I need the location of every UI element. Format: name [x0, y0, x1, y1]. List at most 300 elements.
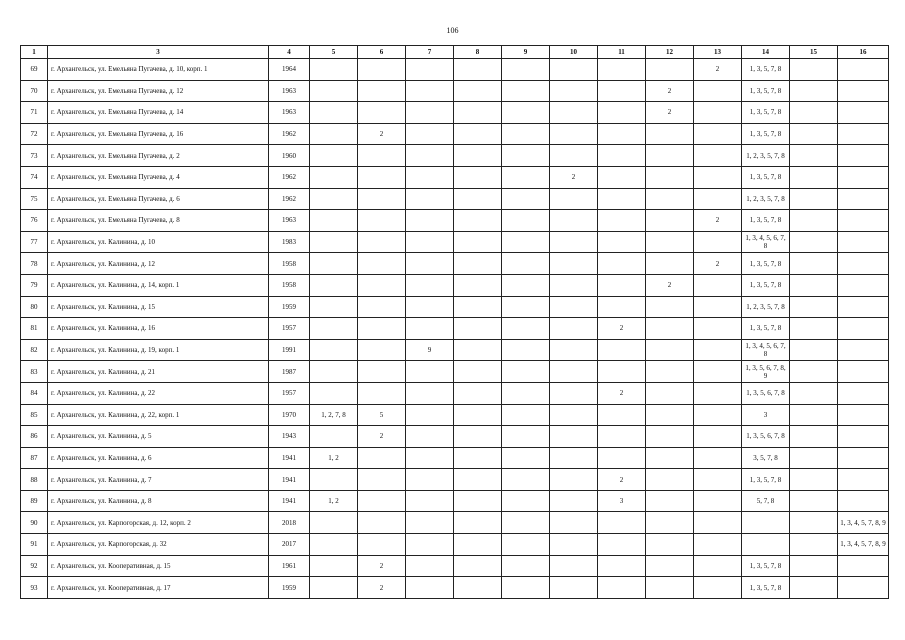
table-row: [21, 59, 889, 81]
data-cell: [790, 102, 838, 124]
data-cell: 1, 3, 5, 7, 8: [742, 166, 790, 188]
data-cell: [454, 166, 502, 188]
data-cell: [406, 102, 454, 124]
data-cell: [406, 210, 454, 232]
data-cell: 1, 3, 5, 7, 8: [742, 577, 790, 599]
address-cell: г. Архангельск, ул. Калинина, д. 6: [48, 447, 269, 469]
address-cell: г. Архангельск, ул. Емельяна Пугачева, д. 2: [48, 145, 269, 167]
data-cell: [598, 166, 646, 188]
data-cell: 1, 2: [310, 490, 358, 512]
data-cell: [838, 166, 889, 188]
data-cell: [742, 512, 790, 534]
data-cell: [502, 447, 550, 469]
data-cell: [502, 555, 550, 577]
year-cell: 1941: [269, 447, 310, 469]
data-cell: [838, 102, 889, 124]
row-number-cell: 91: [21, 534, 48, 556]
data-cell: 1, 3, 5, 7, 8: [742, 318, 790, 340]
data-cell: [694, 123, 742, 145]
data-cell: [502, 274, 550, 296]
data-cell: [694, 231, 742, 253]
row-number-cell: 93: [21, 577, 48, 599]
table-row: [21, 490, 889, 512]
address-cell: г. Архангельск, ул. Емельяна Пугачева, д. 8: [48, 210, 269, 232]
row-number-cell: 75: [21, 188, 48, 210]
table-row: [21, 145, 889, 167]
table-row: [21, 318, 889, 340]
address-cell: г. Архангельск, ул. Калинина, д. 15: [48, 296, 269, 318]
data-cell: [358, 382, 406, 404]
data-cell: 1, 3, 5, 7, 8: [742, 210, 790, 232]
year-cell: 1987: [269, 361, 310, 383]
data-cell: [406, 555, 454, 577]
address-cell: г. Архангельск, ул. Емельяна Пугачева, д. 6: [48, 188, 269, 210]
data-cell: [454, 102, 502, 124]
address-cell: г. Архангельск, ул. Калинина, д. 8: [48, 490, 269, 512]
data-cell: [310, 145, 358, 167]
data-cell: [790, 274, 838, 296]
data-cell: [694, 188, 742, 210]
data-cell: [502, 210, 550, 232]
table-row: [21, 231, 889, 253]
data-cell: [598, 404, 646, 426]
table-row: [21, 102, 889, 124]
data-cell: [310, 382, 358, 404]
data-cell: [454, 469, 502, 491]
data-cell: [550, 469, 598, 491]
table-row: [21, 296, 889, 318]
data-cell: [454, 123, 502, 145]
row-number-cell: 69: [21, 59, 48, 81]
data-cell: [358, 274, 406, 296]
data-cell: 1, 2, 7, 8: [310, 404, 358, 426]
year-cell: 1963: [269, 102, 310, 124]
data-cell: 1, 3, 5, 6, 7, 8, 9: [742, 361, 790, 383]
data-cell: 2: [550, 166, 598, 188]
table-row: [21, 534, 889, 556]
year-cell: 1963: [269, 210, 310, 232]
data-cell: [598, 59, 646, 81]
data-cell: 1, 2: [310, 447, 358, 469]
data-cell: 2: [646, 274, 694, 296]
data-cell: [454, 404, 502, 426]
data-cell: [406, 382, 454, 404]
row-number-cell: 79: [21, 274, 48, 296]
data-cell: 2: [694, 59, 742, 81]
data-cell: [310, 274, 358, 296]
data-cell: [838, 253, 889, 275]
data-cell: [646, 145, 694, 167]
data-cell: [790, 80, 838, 102]
data-cell: [790, 59, 838, 81]
data-cell: [598, 534, 646, 556]
data-cell: [454, 296, 502, 318]
year-cell: 1962: [269, 123, 310, 145]
data-cell: 2: [694, 210, 742, 232]
address-cell: г. Архангельск, ул. Карпогорская, д. 12, корп. 2: [48, 512, 269, 534]
data-cell: 1, 3, 4, 5, 7, 8, 9: [838, 512, 889, 534]
data-cell: [646, 555, 694, 577]
data-cell: [790, 555, 838, 577]
data-cell: [406, 166, 454, 188]
data-cell: [502, 59, 550, 81]
data-cell: [694, 469, 742, 491]
data-cell: [598, 296, 646, 318]
data-cell: [694, 318, 742, 340]
data-cell: 5, 7, 8: [742, 490, 790, 512]
year-cell: 1957: [269, 382, 310, 404]
year-cell: 2018: [269, 512, 310, 534]
year-cell: 1961: [269, 555, 310, 577]
data-cell: 2: [358, 426, 406, 448]
address-cell: г. Архангельск, ул. Калинина, д. 12: [48, 253, 269, 275]
data-cell: [646, 296, 694, 318]
data-cell: [838, 339, 889, 361]
data-cell: [790, 426, 838, 448]
table-row: [21, 555, 889, 577]
data-cell: [310, 166, 358, 188]
column-header: 15: [790, 46, 838, 59]
data-cell: [742, 534, 790, 556]
data-cell: [598, 80, 646, 102]
data-cell: [550, 318, 598, 340]
data-cell: [454, 145, 502, 167]
year-cell: 1941: [269, 490, 310, 512]
data-cell: [358, 253, 406, 275]
data-cell: [502, 534, 550, 556]
row-number-cell: 84: [21, 382, 48, 404]
data-cell: [358, 145, 406, 167]
data-cell: [598, 447, 646, 469]
row-number-cell: 71: [21, 102, 48, 124]
address-cell: г. Архангельск, ул. Калинина, д. 10: [48, 231, 269, 253]
data-cell: [502, 512, 550, 534]
data-cell: [406, 253, 454, 275]
data-cell: [550, 404, 598, 426]
data-cell: [358, 318, 406, 340]
column-header: 5: [310, 46, 358, 59]
data-cell: [406, 426, 454, 448]
data-cell: 2: [598, 382, 646, 404]
column-header: 9: [502, 46, 550, 59]
data-cell: [598, 210, 646, 232]
table-header-row: [21, 46, 889, 59]
data-cell: [550, 145, 598, 167]
data-cell: [358, 361, 406, 383]
data-cell: 2: [598, 469, 646, 491]
data-cell: [790, 382, 838, 404]
data-cell: [598, 102, 646, 124]
address-cell: г. Архангельск, ул. Калинина, д. 14, корп. 1: [48, 274, 269, 296]
address-cell: г. Архангельск, ул. Емельяна Пугачева, д. 4: [48, 166, 269, 188]
data-cell: [502, 102, 550, 124]
data-cell: [358, 210, 406, 232]
table-row: [21, 166, 889, 188]
data-cell: [310, 318, 358, 340]
data-cell: [502, 361, 550, 383]
data-cell: [646, 361, 694, 383]
data-cell: [646, 577, 694, 599]
data-cell: [694, 145, 742, 167]
data-cell: [358, 102, 406, 124]
data-cell: [502, 188, 550, 210]
data-cell: [790, 296, 838, 318]
data-cell: [646, 447, 694, 469]
data-cell: [550, 361, 598, 383]
data-cell: [598, 339, 646, 361]
year-cell: 1960: [269, 145, 310, 167]
column-header: 3: [48, 46, 269, 59]
year-cell: 1964: [269, 59, 310, 81]
row-number-cell: 78: [21, 253, 48, 275]
year-cell: 1962: [269, 166, 310, 188]
data-cell: [646, 123, 694, 145]
address-cell: г. Архангельск, ул. Емельяна Пугачева, д. 12: [48, 80, 269, 102]
data-cell: [694, 382, 742, 404]
data-cell: [550, 555, 598, 577]
table-row: [21, 404, 889, 426]
data-cell: [550, 102, 598, 124]
data-cell: [550, 339, 598, 361]
data-cell: [310, 123, 358, 145]
data-cell: [358, 188, 406, 210]
data-cell: [310, 534, 358, 556]
data-cell: [406, 490, 454, 512]
data-cell: [838, 382, 889, 404]
row-number-cell: 72: [21, 123, 48, 145]
address-cell: г. Архангельск, ул. Калинина, д. 19, корп. 1: [48, 339, 269, 361]
table-row: [21, 210, 889, 232]
data-cell: [694, 166, 742, 188]
data-cell: [694, 361, 742, 383]
data-cell: 1, 2, 3, 5, 7, 8: [742, 296, 790, 318]
table-row: [21, 123, 889, 145]
data-cell: [454, 210, 502, 232]
data-cell: [406, 145, 454, 167]
data-cell: [790, 210, 838, 232]
data-cell: [406, 123, 454, 145]
data-cell: [454, 426, 502, 448]
row-number-cell: 89: [21, 490, 48, 512]
row-number-cell: 86: [21, 426, 48, 448]
data-cell: [502, 404, 550, 426]
data-cell: [790, 145, 838, 167]
data-cell: [454, 361, 502, 383]
row-number-cell: 76: [21, 210, 48, 232]
data-cell: [646, 318, 694, 340]
data-cell: [838, 404, 889, 426]
data-cell: [358, 296, 406, 318]
data-cell: [454, 318, 502, 340]
data-cell: [454, 534, 502, 556]
table-row: [21, 426, 889, 448]
data-cell: [694, 296, 742, 318]
data-cell: [838, 210, 889, 232]
data-cell: [358, 166, 406, 188]
data-cell: [406, 447, 454, 469]
data-cell: [358, 469, 406, 491]
data-cell: [406, 80, 454, 102]
data-cell: [502, 80, 550, 102]
data-cell: 1, 3, 5, 7, 8: [742, 469, 790, 491]
data-cell: [502, 426, 550, 448]
year-cell: 1991: [269, 339, 310, 361]
data-cell: [454, 555, 502, 577]
data-cell: [454, 188, 502, 210]
column-header: 14: [742, 46, 790, 59]
data-cell: [838, 577, 889, 599]
data-cell: [502, 253, 550, 275]
data-cell: [550, 490, 598, 512]
data-cell: [838, 490, 889, 512]
row-number-cell: 73: [21, 145, 48, 167]
table-row: [21, 447, 889, 469]
data-cell: [598, 253, 646, 275]
data-cell: [310, 577, 358, 599]
data-cell: [694, 426, 742, 448]
data-cell: [406, 188, 454, 210]
data-cell: [310, 59, 358, 81]
data-cell: 1, 3, 5, 6, 7, 8: [742, 426, 790, 448]
data-cell: [358, 534, 406, 556]
data-cell: [502, 318, 550, 340]
table-row: [21, 512, 889, 534]
data-cell: [406, 59, 454, 81]
data-cell: 5: [358, 404, 406, 426]
column-header: 8: [454, 46, 502, 59]
data-cell: 1, 2, 3, 5, 7, 8: [742, 188, 790, 210]
data-cell: [310, 296, 358, 318]
year-cell: 1959: [269, 296, 310, 318]
row-number-cell: 81: [21, 318, 48, 340]
data-cell: [838, 318, 889, 340]
data-cell: [550, 188, 598, 210]
year-cell: 1959: [269, 577, 310, 599]
data-cell: [406, 361, 454, 383]
data-cell: [550, 512, 598, 534]
row-number-cell: 80: [21, 296, 48, 318]
row-number-cell: 90: [21, 512, 48, 534]
data-cell: [646, 59, 694, 81]
data-cell: [838, 296, 889, 318]
data-cell: [598, 231, 646, 253]
data-cell: [790, 253, 838, 275]
data-cell: [646, 512, 694, 534]
row-number-cell: 88: [21, 469, 48, 491]
data-cell: [310, 339, 358, 361]
row-number-cell: 77: [21, 231, 48, 253]
data-cell: 2: [358, 555, 406, 577]
data-cell: [310, 231, 358, 253]
data-cell: [646, 469, 694, 491]
address-cell: г. Архангельск, ул. Калинина, д. 22, корп. 1: [48, 404, 269, 426]
data-cell: [790, 512, 838, 534]
table-row: [21, 339, 889, 361]
data-cell: [310, 210, 358, 232]
data-cell: [790, 447, 838, 469]
data-cell: 1, 3, 4, 5, 6, 7, 8: [742, 339, 790, 361]
data-cell: [646, 426, 694, 448]
table-row: [21, 382, 889, 404]
year-cell: 1943: [269, 426, 310, 448]
data-cell: [694, 274, 742, 296]
data-cell: 3: [598, 490, 646, 512]
data-cell: [838, 469, 889, 491]
data-cell: [550, 426, 598, 448]
register-table: [20, 45, 889, 599]
address-cell: г. Архангельск, ул. Калинина, д. 16: [48, 318, 269, 340]
row-number-cell: 70: [21, 80, 48, 102]
address-cell: г. Архангельск, ул. Калинина, д. 7: [48, 469, 269, 491]
data-cell: [694, 404, 742, 426]
data-cell: [454, 231, 502, 253]
data-cell: [838, 447, 889, 469]
data-cell: [550, 274, 598, 296]
column-header: 6: [358, 46, 406, 59]
data-cell: 1, 3, 4, 5, 6, 7, 8: [742, 231, 790, 253]
data-cell: [502, 469, 550, 491]
year-cell: 2017: [269, 534, 310, 556]
table-row: [21, 577, 889, 599]
data-cell: [598, 577, 646, 599]
data-cell: [790, 318, 838, 340]
data-cell: [310, 102, 358, 124]
data-cell: [502, 382, 550, 404]
data-cell: 2: [598, 318, 646, 340]
data-cell: 2: [358, 577, 406, 599]
column-header: 12: [646, 46, 694, 59]
address-cell: г. Архангельск, ул. Емельяна Пугачева, д. 10, корп. 1: [48, 59, 269, 81]
data-cell: [790, 339, 838, 361]
data-cell: [694, 102, 742, 124]
data-cell: [454, 339, 502, 361]
data-cell: [550, 296, 598, 318]
data-cell: [358, 512, 406, 534]
table-row: [21, 274, 889, 296]
year-cell: 1958: [269, 253, 310, 275]
data-cell: [598, 274, 646, 296]
data-cell: [358, 231, 406, 253]
data-cell: [838, 274, 889, 296]
data-cell: 1, 3, 5, 7, 8: [742, 555, 790, 577]
data-cell: [790, 577, 838, 599]
table-row: [21, 361, 889, 383]
data-cell: [406, 231, 454, 253]
data-cell: [550, 447, 598, 469]
data-cell: [790, 166, 838, 188]
data-cell: 2: [646, 80, 694, 102]
data-cell: [310, 426, 358, 448]
data-cell: [550, 231, 598, 253]
data-cell: [838, 80, 889, 102]
data-cell: [550, 210, 598, 232]
data-cell: [502, 231, 550, 253]
data-cell: [694, 339, 742, 361]
data-cell: 1, 3, 5, 7, 8: [742, 123, 790, 145]
data-cell: [694, 80, 742, 102]
year-cell: 1970: [269, 404, 310, 426]
data-cell: [790, 361, 838, 383]
data-cell: [454, 447, 502, 469]
data-cell: [454, 59, 502, 81]
data-cell: [646, 382, 694, 404]
row-number-cell: 74: [21, 166, 48, 188]
data-cell: [838, 361, 889, 383]
data-cell: [646, 231, 694, 253]
data-cell: 3, 5, 7, 8: [742, 447, 790, 469]
data-cell: [454, 274, 502, 296]
row-number-cell: 83: [21, 361, 48, 383]
